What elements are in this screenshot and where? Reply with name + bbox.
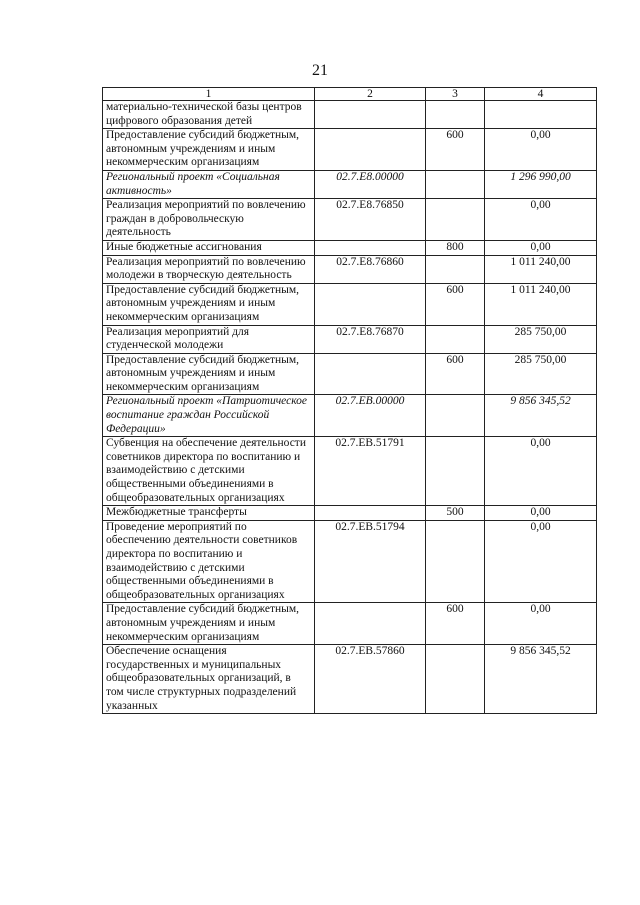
table-row [103,506,597,521]
table-row [103,325,597,353]
table-row [103,353,597,395]
row-name-cell: Реализация мероприятий по вовлечению молодежи в творческую деятельность [103,255,315,283]
row-amount-cell: 0,00 [485,129,597,171]
table-row [103,255,597,283]
row-type-cell: 600 [426,283,485,325]
row-code-cell: 02.7.ЕВ.57860 [315,645,426,714]
table-row [103,240,597,255]
row-code-cell: 02.7.Е8.00000 [315,170,426,198]
row-type-cell [426,645,485,714]
table-row [103,520,597,603]
row-type-cell [426,395,485,437]
row-code-cell: 02.7.ЕВ.51794 [315,520,426,603]
row-code-cell [315,283,426,325]
row-type-cell [426,101,485,129]
row-type-cell [426,199,485,241]
row-code-cell: 02.7.ЕВ.00000 [315,395,426,437]
row-name-cell: Предоставление субсидий бюджетным, автономным учреждениям и иным некоммерческим организациям [103,283,315,325]
row-name-cell: Реализация мероприятий для студенческой молодежи [103,325,315,353]
row-code-cell [315,603,426,645]
row-amount-cell: 0,00 [485,520,597,603]
row-amount-cell: 0,00 [485,603,597,645]
table-row [103,645,597,714]
table-row [103,283,597,325]
row-name-cell: Региональный проект «Социальная активность» [103,170,315,198]
row-name-cell: Субвенция на обеспечение деятельности советников директора по воспитанию и взаимодействию с детскими общественными объединениями в общеобразовательных организациях [103,437,315,506]
table-row [103,603,597,645]
row-type-cell [426,520,485,603]
column-header-1: 1 [103,88,315,101]
table-row [103,129,597,171]
column-header-4: 4 [485,88,597,101]
row-name-cell: Предоставление субсидий бюджетным, автономным учреждениям и иным некоммерческим организациям [103,603,315,645]
row-code-cell: 02.7.ЕВ.51791 [315,437,426,506]
table-row [103,170,597,198]
row-amount-cell: 9 856 345,52 [485,645,597,714]
row-code-cell [315,353,426,395]
page-number: 21 [312,62,328,79]
row-name-cell: Предоставление субсидий бюджетным, автономным учреждениям и иным некоммерческим организациям [103,129,315,171]
row-name-cell: Обеспечение оснащения государственных и муниципальных общеобразовательных организаций, в том числе структурных подразделений указанных [103,645,315,714]
column-header-3: 3 [426,88,485,101]
table-row [103,437,597,506]
row-type-cell [426,325,485,353]
row-code-cell [315,506,426,521]
budget-table [102,87,597,714]
row-code-cell [315,101,426,129]
row-type-cell: 600 [426,129,485,171]
row-name-cell: Реализация мероприятий по вовлечению граждан в добровольческую деятельность [103,199,315,241]
table-row [103,395,597,437]
row-name-cell: Предоставление субсидий бюджетным, автономным учреждениям и иным некоммерческим организациям [103,353,315,395]
row-type-cell: 600 [426,353,485,395]
row-code-cell: 02.7.Е8.76870 [315,325,426,353]
table-row [103,101,597,129]
row-amount-cell: 0,00 [485,199,597,241]
row-name-cell: Проведение мероприятий по обеспечению деятельности советников директора по воспитанию и взаимодействию с детскими общественными объединениями в общеобразовательных организациях [103,520,315,603]
row-type-cell [426,170,485,198]
row-amount-cell: 0,00 [485,506,597,521]
table-header-row [103,88,597,101]
row-name-cell: Иные бюджетные ассигнования [103,240,315,255]
row-amount-cell: 1 011 240,00 [485,283,597,325]
row-type-cell [426,255,485,283]
column-header-2: 2 [315,88,426,101]
table-row [103,199,597,241]
row-name-cell: Межбюджетные трансферты [103,506,315,521]
row-code-cell: 02.7.Е8.76860 [315,255,426,283]
row-amount-cell: 0,00 [485,437,597,506]
row-name-cell: материально-технической базы центров цифрового образования детей [103,101,315,129]
row-amount-cell: 0,00 [485,240,597,255]
row-amount-cell: 9 856 345,52 [485,395,597,437]
row-code-cell [315,129,426,171]
row-code-cell [315,240,426,255]
row-amount-cell: 1 296 990,00 [485,170,597,198]
row-amount-cell [485,101,597,129]
row-type-cell: 500 [426,506,485,521]
row-amount-cell: 285 750,00 [485,325,597,353]
row-type-cell [426,437,485,506]
row-type-cell: 600 [426,603,485,645]
row-amount-cell: 1 011 240,00 [485,255,597,283]
row-name-cell: Региональный проект «Патриотическое воспитание граждан Российской Федерации» [103,395,315,437]
row-type-cell: 800 [426,240,485,255]
row-amount-cell: 285 750,00 [485,353,597,395]
row-code-cell: 02.7.Е8.76850 [315,199,426,241]
